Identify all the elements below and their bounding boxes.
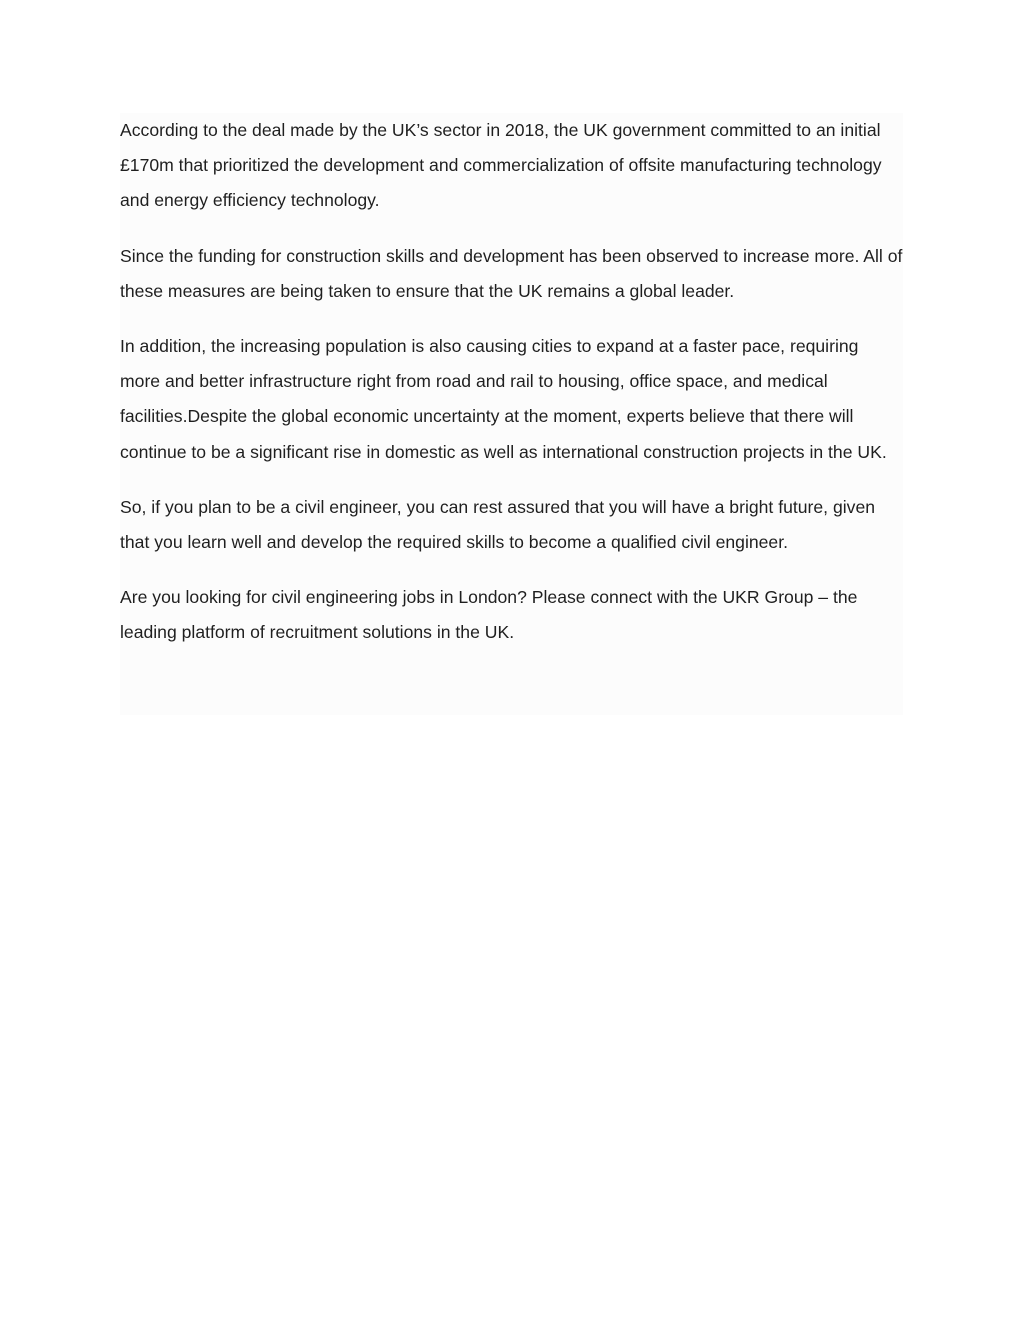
paragraph-population-growth: In addition, the increasing population is also causing cities to expand at a faster pace, requiring more and better infrastructure right from road and rail to housing, office space, and medical facilities.Despite the global economic uncertainty at the moment, experts believe that there will continue to be a significant rise in domestic as well as international construction projects in the UK. bbox=[120, 336, 887, 462]
paragraph-civil-engineer-future: So, if you plan to be a civil engineer, you can rest assured that you will have a bright future, given that you learn well and develop the required skills to become a qualified civil engineer. bbox=[120, 496, 876, 553]
paragraph-call-to-action: Are you looking for civil engineering jobs in London? Please connect with the UKR Group – the leading platform of recruitment solutions in the UK. bbox=[120, 587, 858, 643]
paragraph-construction-skills: Since the funding for construction skills and development has been observed to increase more. All of these measures are being taken to ensure that the UK remains a global leader. bbox=[120, 245, 903, 301]
paragraph-funding-deal: According to the deal made by the UK’s sector in 2018, the UK government committed to an initial £170m that prioritized the development and commercialization of offsite manufacturing technology and energy efficiency technology. bbox=[120, 120, 882, 211]
document-body bbox=[120, 113, 903, 715]
